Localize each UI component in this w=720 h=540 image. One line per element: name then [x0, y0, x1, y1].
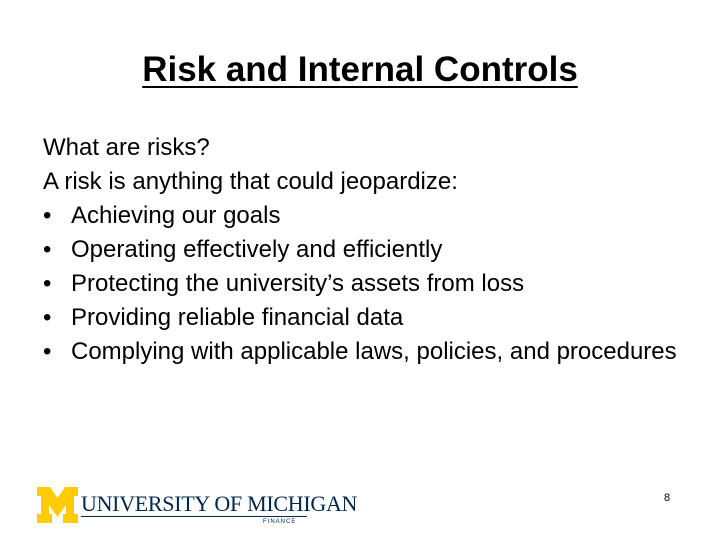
- bullet-marker: •: [43, 202, 52, 229]
- block-m-icon: [37, 487, 78, 523]
- bullet-text: Operating effectively and efficiently: [71, 236, 443, 263]
- bullet-marker: •: [43, 304, 52, 331]
- bullet-item: [43, 267, 683, 301]
- slide-body: [43, 131, 683, 369]
- bullet-item: [43, 301, 683, 335]
- bullet-marker: •: [43, 270, 52, 297]
- bullet-item: [43, 233, 683, 267]
- bullet-item: [43, 199, 683, 233]
- intro-statement: A risk is anything that could jeopardize:: [43, 168, 458, 195]
- slide-title: Risk and Internal Controls: [142, 50, 578, 89]
- bullet-marker: •: [43, 236, 52, 263]
- university-logo: [37, 487, 358, 527]
- bullet-text: Complying with applicable laws, policies, and procedures: [71, 338, 677, 365]
- logo-subtitle: FINANCE: [263, 519, 297, 525]
- logo-wordmark: UNIVERSITY OF MICHIGAN: [81, 491, 358, 516]
- logo-divider: [81, 516, 307, 517]
- bullet-item: [43, 335, 683, 369]
- bullet-text: Protecting the university’s assets from loss: [71, 270, 525, 297]
- bullet-marker: •: [43, 338, 52, 365]
- intro-question: What are risks?: [43, 134, 210, 161]
- bullet-list: [43, 199, 683, 369]
- bullet-text: Providing reliable financial data: [71, 304, 404, 331]
- page-number: 8: [664, 492, 671, 504]
- bullet-text: Achieving our goals: [71, 202, 281, 229]
